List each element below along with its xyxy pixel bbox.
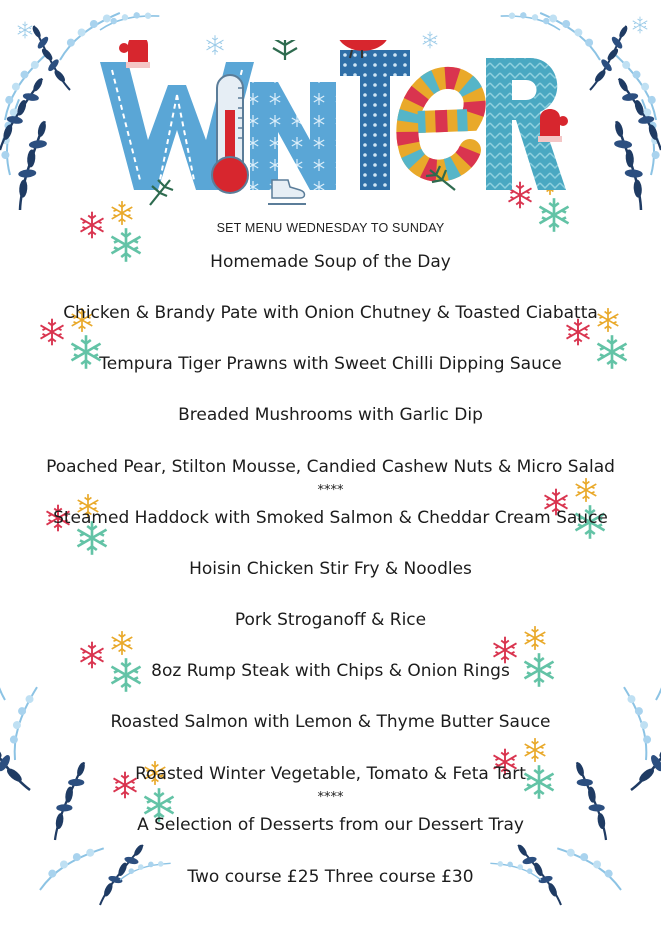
menu-item-starter-2: Chicken & Brandy Pate with Onion Chutney & Toasted Ciabatta xyxy=(63,303,598,323)
price-line: Two course £25 Three course £30 xyxy=(187,867,474,887)
menu-item-main-6: Roasted Winter Vegetable, Tomato & Feta Tart xyxy=(135,764,526,784)
menu-item-main-1: Steamed Haddock with Smoked Salmon & Cheddar Cream Sauce xyxy=(53,508,608,528)
menu-item-main-2: Hoisin Chicken Stir Fry & Noodles xyxy=(189,559,472,579)
menu-item-starter-3: Tempura Tiger Prawns with Sweet Chilli Dipping Sauce xyxy=(99,354,562,374)
menu-item-main-5: Roasted Salmon with Lemon & Thyme Butter Sauce xyxy=(110,712,551,732)
set-menu-subtitle: SET MENU WEDNESDAY TO SUNDAY xyxy=(216,221,445,235)
menu-item-main-3: Pork Stroganoff & Rice xyxy=(234,610,427,630)
course-separator-1: **** xyxy=(317,483,344,498)
winter-title xyxy=(0,40,661,210)
menu-item-starter-4: Breaded Mushrooms with Garlic Dip xyxy=(178,405,483,425)
menu-item-dessert: A Selection of Desserts from our Dessert Tray xyxy=(137,815,524,835)
menu-item-starter-1: Homemade Soup of the Day xyxy=(210,252,451,272)
ice-skate-icon xyxy=(268,180,306,204)
course-separator-2: **** xyxy=(317,790,344,805)
menu-item-main-4: 8oz Rump Steak with Chips & Onion Rings xyxy=(151,661,510,681)
menu-item-starter-5: Poached Pear, Stilton Mousse, Candied Cashew Nuts & Micro Salad xyxy=(46,457,615,477)
